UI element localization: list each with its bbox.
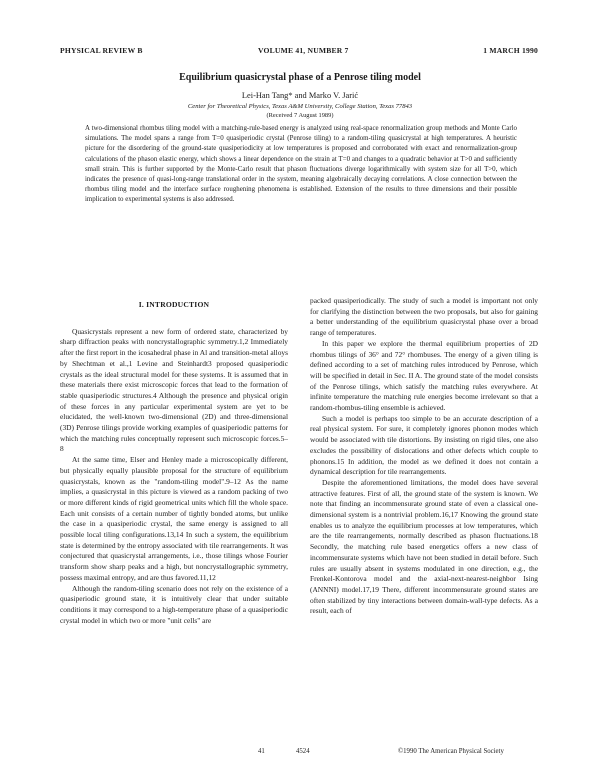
paragraph: Quasicrystals represent a new form of ordered state, characterized by sharp diffraction peaks with noncrystallographic symmetry.1,2 Immediately after the first report in the icosahedral phase in Al and transition-metal alloys by Shechtman et al.,1 Levine and Steinhardt3 proposed quasiperiodic crystals as the ideal structural model for these systems. It is assumed that in these materials there exist microscopic forces that lead to the formation of stable quasiperiodic structures.4 Although the presence and physical origin of these forces in any particular experimental system are yet to be elucidated, the well-known two-dimensional (2D) and three-dimensional (3D) Penrose tilings provide working examples of quasiperiodic patterns for which the matching rules conceptually represent such microscopic forces.5–8 (60, 326, 288, 454)
right-column (310, 296, 538, 617)
received-date: (Received 7 August 1989) (266, 112, 334, 119)
page-number: 4524 (296, 748, 310, 755)
paragraph: Such a model is perhaps too simple to be an accurate description of a real physical system. For sure, it completely ignores phonon modes which would be associated with tile distortions. By insisting on rigid tiles, one also excludes the possibility of dislocations and other defects which couple to phonons.15 In addition, the model as we defined it does not contain a dynamical description for tile rearrangements. (310, 413, 538, 477)
paragraph: packed quasiperiodically. The study of such a model is important not only for clarifying the distinction between the two proposals, but also for gaining a better understanding of the equilibrium quasicrystal phase over a broad range of temperatures. (310, 296, 538, 338)
section-heading: I. INTRODUCTION (138, 300, 210, 309)
issue-date: 1 MARCH 1990 (483, 46, 538, 55)
affiliation: Center for Theoretical Physics, Texas A&M University, College Station, Texas 77843 (187, 103, 413, 110)
paragraph: Despite the aforementioned limitations, the model does have several attractive features. First of all, the ground state of the system is known. We note that finding an incommensurate ground state of even a classical one-dimensional system is a nontrivial problem.16,17 Knowing the ground state enables us to analyze the equilibrium processes at low temperatures, which are the tile rearrangements, normally described as phason fluctuations.18 Secondly, the matching rule based energetics offers a new class of incommensurate systems which have not been studied in detail before. Such rules are usually absent in systems modulated in one direction, e.g., the Frenkel-Kontorova model and the axial-next-nearest-neighbor Ising (ANNNI) model.17,19 There, different incommensurate ground states are often stabilized by tiny interactions between domain-wall-type defects. As a result, each of (310, 477, 538, 616)
copyright: ©1990 The American Physical Society (398, 748, 504, 755)
footer-volume: 41 (258, 748, 265, 755)
paragraph: Although the random-tiling scenario does not rely on the existence of a quasiperiodic ground state, it is intuitively clear that under suitable conditions it may correspond to a high-temperature phase of a quasiperiodic crystal model in which two or more "unit cells" are (60, 583, 288, 625)
left-column (60, 296, 288, 626)
paragraph: At the same time, Elser and Henley made a microscopically different, but physically equally plausible proposal for the structure of equilibrium quasicrystals, known as the "random-tiling model".9–12 As the name implies, a quasicrystal in this picture is viewed as a random packing of two or more different kinds of rigid geometrical units which fill the whole space. Each unit consists of a certain number of tightly bonded atoms, but unlike the case in a quasiperiodic crystal, the same energy is assigned to all possible local tiling configurations.13,14 In such a system, the equilibrium state is determined by the entropy associated with tile rearrangements. It was conjectured that quasicrystal arrangements, i.e., those tilings whose Fourier transform show sharp peaks and a high, but noncrystallographic symmetry, possess maximal entropy, and are thus favored.11,12 (60, 455, 288, 582)
authors: Lei-Han Tang* and Marko V. Jarić (241, 91, 359, 100)
paragraph: In this paper we explore the thermal equilibrium properties of 2D rhombus tilings of 36° and 72° rhombuses. The energy of a given tiling is defined according to a set of matching rules introduced by Penrose, which will be specified in detail in Sec. II A. The ground state of the model consists of the Penrose tilings, which satisfy the matching rules everywhere. At infinite temperature the matching rule energies become irrelevant so that a random-rhombus-tiling ensemble is achieved. (310, 338, 538, 413)
paper-title: Equilibrium quasicrystal phase of a Penrose tiling model (179, 72, 421, 83)
abstract: A two-dimensional rhombus tiling model with a matching-rule-based energy is analyzed using real-space renormalization group methods and Monte Carlo simulations. The model spans a range from T=0 quasiperiodic crystal (Penrose tiling) to a random-tiling quasicrystal at high temperatures. A heuristic picture for the disordering of the ground-state quasiperiodicity at low temperatures is proposed and corroborated with exact and renormalization-group calculations of the phason elastic energy, which shows a linear dependence on the strain at T=0 and changes to a quadratic behavior at T>0 and sufficiently small strain. This is further supported by the Monte-Carlo result that phason fluctuations diverge logarithmically with system size for all T>0, which indicates the presence of quasi-long-range translational order in the system, meaning algebraically decaying correlations. A close connection between the rhombus tiling model and the interface surface roughening phenomena is established. Extension of the results to three dimensions and their possible implication to experimental systems is also addressed. (85, 125, 517, 204)
journal-name: PHYSICAL REVIEW B (60, 46, 143, 55)
volume-number: VOLUME 41, NUMBER 7 (258, 46, 349, 55)
